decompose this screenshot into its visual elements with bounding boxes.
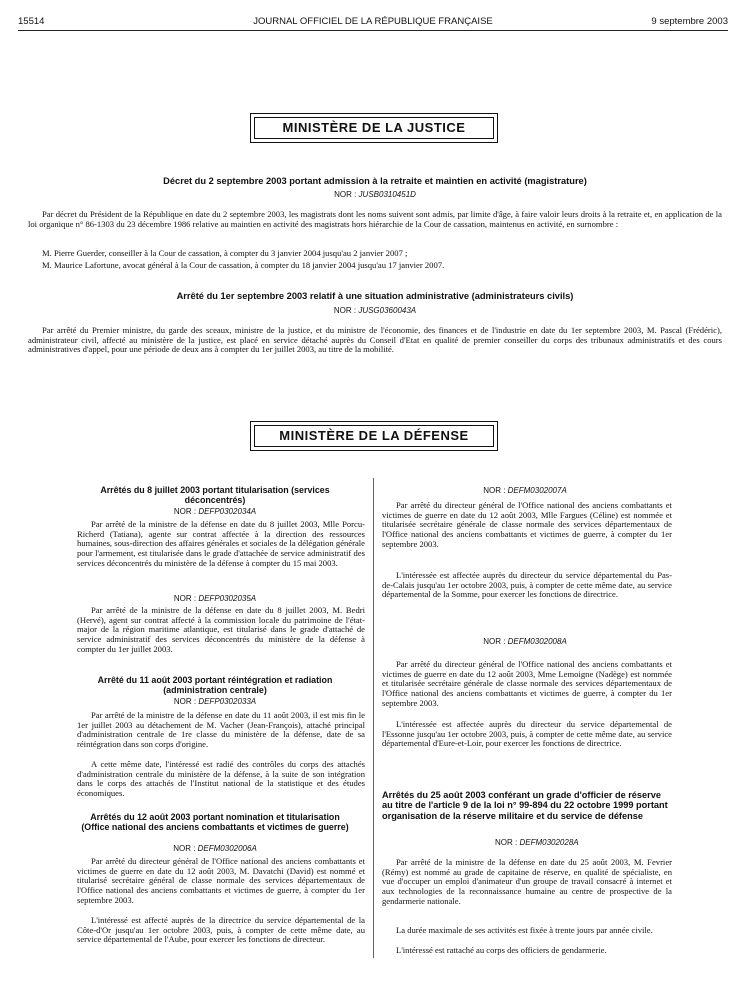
ministry-defense-heading: MINISTÈRE DE LA DÉFENSE [254, 425, 494, 447]
decree-paragraph: Par arrêté de la ministre de la défense en date du 11 août 2003, il est mis fin le 1er juillet 2003 au détachement de M. Vacher (Jean-François), attaché principal d'administration centrale de 1re classe du ministère de la défense, date de sa réintégration dans son corps d'origine. [77, 710, 365, 750]
decree-paragraph: Par arrêté du directeur général de l'Office national des anciens combattants et victimes de guerre en date du 12 août 2003, Mlle Fargues (Céline) est nommée et titularisée secrétaire générale de classe normale des services départementaux de l'Office national des anciens combattants et victimes de guerre, à compter du 1er septembre 2003. [382, 500, 672, 549]
decree-paragraph: L'intéressée est affectée auprès du directeur du service départemental de l'Essonne jusqu'au 1er octobre 2003, puis, à compter de cette même date, au service départemental d'Eure-et-Loir, pour exercer les fonctions de directrice. [382, 719, 672, 749]
decree-paragraph: L'intéressé est affecté auprès de la directrice du service départemental de la Côte-d'Or jusqu'au 1er octobre 2003, puis, à compter de cette même date, au service départemental de l'Aube, pour exercer les fonctions de directeur. [77, 915, 365, 945]
decree-paragraph: La durée maximale de ses activités est fixée à trente jours par année civile. [396, 925, 653, 935]
decree-title: Arrêté du 11 août 2003 portant réintégration et radiation (administration centrale) [97, 675, 333, 695]
decree-paragraph: Par arrêté de la ministre de la défense en date du 25 août 2003, M. Fevrier (Rémy) est nommé au grade de capitaine de réserve, en qualité de spécialiste, en vue d'occuper un emploi d'animateur d'un groupe de travail consacré à internet et aux technologies de la reconnaissance humaine au centre de prospective de la gendarmerie nationale. [382, 857, 672, 906]
nor-reference: NOR : DEFM0302006A [173, 844, 257, 853]
nor-reference: NOR : DEFP0302034A [173, 507, 257, 516]
decree-title: Arrêtés du 8 juillet 2003 portant titularisation (services déconcentrés) [100, 485, 330, 505]
decree-paragraph: M. Maurice Lafortune, avocat général à la Cour de cassation, à compter du 18 janvier 2004 jusqu'au 17 janvier 2007. [42, 260, 445, 270]
decree-paragraph: Par arrêté du Premier ministre, du garde des sceaux, ministre de la justice, et du ministre de l'économie, des finances et de l'industrie en date du 1er septembre 2003, M. Pascal (Frédéric), administrateur civil, affecté au ministère de la justice, est placé en service détaché auprès du Conseil d'Etat en qualité de premier conseiller du corps des tribunaux administratifs et des cours administratives d'appel, pour une période de deux ans à compter du 1er juillet 2003, au titre de la mobilité. [28, 325, 722, 355]
decree-paragraph: M. Pierre Guerder, conseiller à la Cour de cassation, à compter du 3 janvier 2004 jusqu'au 2 janvier 2007 ; [42, 248, 408, 258]
decree-title: Arrêtés du 25 août 2003 conférant un grade d'officier de réserve au titre de l'article 9 de la loi n° 99-894 du 22 octobre 1999 portant organisation de la réserve militaire et du service de défense [382, 790, 668, 821]
decree-paragraph: L'intéressé est rattaché au corps des officiers de gendarmerie. [396, 945, 607, 955]
header-rule [18, 30, 728, 31]
decree-title: Arrêtés du 12 août 2003 portant nomination et titularisation (Office national des anciens combattants et victimes de guerre) [81, 812, 349, 832]
page-header [18, 14, 728, 30]
nor-reference: NOR : DEFM0302028A [495, 838, 579, 847]
nor-reference: NOR : JUSG0360043A [333, 306, 417, 315]
publication-date: 9 septembre 2003 [651, 16, 728, 27]
column-divider [373, 478, 374, 958]
nor-reference: NOR : DEFM0302007A [483, 486, 567, 495]
ministry-justice-heading: MINISTÈRE DE LA JUSTICE [254, 117, 494, 139]
decree-title: Décret du 2 septembre 2003 portant admission à la retraite et maintien en activité (magistrature) [163, 176, 587, 186]
journal-title: JOURNAL OFFICIEL DE LA RÉPUBLIQUE FRANÇAISE [253, 16, 493, 27]
decree-paragraph: Par décret du Président de la République en date du 2 septembre 2003, les magistrats dont les noms suivent sont admis, par limite d'âge, à faire valoir leurs droits à la retraite et, en application de la loi organique n° 86-1303 du 23 décembre 1986 relative au maintien en activité des magistrats hors hiérarchie de la Cour de cassation, maintenus en activité, en surnombre : [28, 209, 722, 229]
nor-reference: NOR : JUSB0310451D [334, 190, 416, 199]
decree-paragraph: A cette même date, l'intéressé est radié des contrôles du corps des attachés d'administration centrale du ministère de la défense, à la suite de son intégration dans le corps des attachés de l'Institut national de la statistique et des études économiques. [77, 759, 365, 799]
decree-title: Arrêté du 1er septembre 2003 relatif à une situation administrative (administrateurs civils) [176, 291, 574, 301]
nor-reference: NOR : DEFP0302033A [173, 697, 257, 706]
decree-paragraph: Par arrêté de la ministre de la défense en date du 8 juillet 2003, M. Bedri (Hervé), agent sur contrat affecté à la commission locale du patrimoine de l'état-major de la région maritime atlantique, est titularisé dans le grade d'attaché de service administratif des services déconcentrés du ministère de la défense à compter du 1er juillet 2003. [77, 605, 365, 654]
nor-reference: NOR : DEFP0302035A [173, 594, 257, 603]
decree-paragraph: Par arrêté du directeur général de l'Office national des anciens combattants et victimes de guerre en date du 12 août 2003, M. Davatchi (David) est nommé et titularisé secrétaire général de classe normale des services départementaux de l'Office national des anciens combattants et victimes de guerre, à compter du 1er septembre 2003. [77, 856, 365, 905]
nor-reference: NOR : DEFM0302008A [483, 637, 567, 646]
decree-paragraph: L'intéressée est affectée auprès du directeur du service départemental du Pas-de-Calais jusqu'au 1er octobre 2003, puis, à compter de cette même date, au service départemental de la Somme, pour exercer les fonctions de directrice. [382, 570, 672, 600]
decree-paragraph: Par arrêté de la ministre de la défense en date du 8 juillet 2003, Mlle Porcu-Richerd (Tatiana), agente sur contrat affectée à la direction des ressources humaines, sous-direction des affaires générales et sociales de la délégation générale pour l'armement, est titularisée dans le grade d'attachée de service administratif des services déconcentrés du ministère de la défense à compter du 15 mai 2003. [77, 519, 365, 568]
decree-paragraph: Par arrêté du directeur général de l'Office national des anciens combattants et victimes de guerre en date du 12 août 2003, Mme Lemoigne (Nadège) est nommée et titularisée secrétaire générale de classe normale des services départementaux de l'Office national des anciens combattants et victimes de guerre, à compter du 1er septembre 2003. [382, 659, 672, 708]
page-number: 15514 [18, 16, 45, 27]
